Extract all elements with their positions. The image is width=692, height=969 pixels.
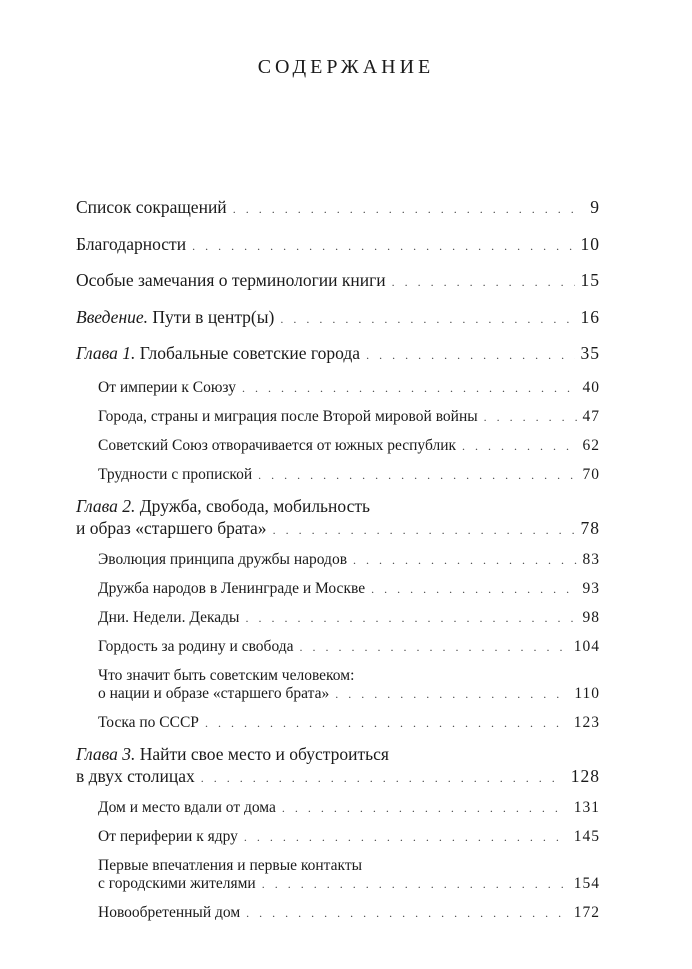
- dot-leader: [242, 379, 577, 397]
- toc-entry-title-line: [76, 743, 600, 765]
- toc-entry-prefix: Глава 2.: [76, 495, 136, 516]
- toc-entry-text: Трудности с пропиской: [98, 465, 253, 483]
- toc-page-number: 15: [580, 270, 600, 290]
- toc-entry-text: Советский Союз отворачивается от южных республик: [98, 436, 457, 454]
- toc-page-number: 131: [573, 798, 600, 816]
- toc-page-number: 9: [590, 197, 600, 217]
- toc-entry-text: Дом и место вдали от дома: [98, 798, 276, 816]
- toc-subentry[interactable]: [98, 580, 600, 598]
- toc-entry-text: Гордость за родину и свобода: [98, 637, 294, 655]
- dot-leader: [258, 466, 576, 484]
- toc-entry-title-line: [76, 495, 600, 517]
- toc-entry-title-part: Дружба, свобода, мобильность: [139, 495, 370, 516]
- page-title: СОДЕРЖАНИЕ: [257, 56, 435, 78]
- toc-entry-title: [98, 379, 236, 397]
- toc-page-number: 145: [573, 827, 600, 845]
- dot-leader: [245, 609, 576, 627]
- dot-leader: [233, 198, 585, 220]
- dot-leader: [300, 638, 568, 656]
- dot-leader: [392, 271, 575, 293]
- toc-subentry[interactable]: [98, 379, 600, 397]
- toc-entry-title: [98, 609, 239, 627]
- toc-entry-text: Глобальные советские города: [139, 343, 361, 363]
- dot-leader: [280, 308, 574, 330]
- toc-entry-text: Благодарности: [76, 233, 187, 254]
- toc-entry-text: От периферии к ядру: [98, 827, 238, 845]
- toc-entry-title: [76, 517, 267, 539]
- toc-entry[interactable]: [76, 269, 600, 293]
- toc-entry-title-part: Первые впечатления и первые контакты: [98, 856, 363, 874]
- dot-leader: [246, 904, 568, 922]
- toc-entry-text: От империи к Союзу: [98, 378, 236, 396]
- toc-entry-text: Дни. Недели. Декады: [98, 608, 240, 626]
- toc-entry-title: [98, 875, 256, 893]
- dot-leader: [366, 344, 574, 366]
- toc-entry-text: в двух столицах: [76, 765, 195, 786]
- toc-page-number: 123: [573, 713, 600, 731]
- dot-leader: [201, 767, 565, 789]
- toc-page-number: 47: [582, 407, 600, 425]
- toc-entry-title-part: Найти свое место и обустроиться: [139, 743, 389, 764]
- toc-entry-text: Список сокращений: [76, 197, 227, 217]
- toc-subentry[interactable]: [98, 904, 600, 922]
- toc-entry-title: [98, 437, 456, 455]
- dot-leader: [244, 828, 568, 846]
- toc-page-number: 16: [580, 306, 600, 327]
- toc-entry[interactable]: [76, 196, 600, 220]
- toc-entry-title: [76, 342, 360, 364]
- toc-subentry[interactable]: [98, 799, 600, 817]
- toc-entry-title: [98, 466, 252, 484]
- toc-page-number: 104: [573, 637, 600, 655]
- toc-entry-title-line: [98, 857, 600, 875]
- toc-entry-title: [76, 765, 195, 787]
- toc-entry-prefix: Глава 1.: [76, 343, 136, 363]
- toc-page-number: 154: [573, 874, 600, 892]
- dot-leader: [262, 875, 568, 893]
- toc-entry-title: [98, 904, 240, 922]
- toc-page-number: 98: [582, 608, 600, 626]
- dot-leader: [371, 580, 576, 598]
- toc-entry-text: Дружба народов в Ленинграде и Москве: [98, 579, 366, 597]
- dot-leader: [192, 235, 574, 257]
- toc-subentry[interactable]: [98, 609, 600, 627]
- toc-entry[interactable]: [76, 306, 600, 330]
- toc-entry-title: [98, 408, 478, 426]
- toc-page-number: 10: [580, 233, 600, 254]
- toc-subentry[interactable]: [98, 408, 600, 426]
- toc-entry-text: Тоска по СССР: [98, 713, 199, 731]
- toc-subentry[interactable]: [98, 437, 600, 455]
- toc-page-number: 110: [574, 684, 600, 702]
- toc-entry-title: [98, 638, 294, 656]
- toc-entry[interactable]: [76, 342, 600, 366]
- toc-page-number: 35: [580, 343, 600, 363]
- toc-entry-prefix: Введение.: [76, 306, 149, 327]
- toc-page-number: 83: [582, 550, 600, 568]
- toc-page-number: 128: [570, 765, 600, 786]
- dot-leader: [353, 551, 576, 569]
- toc-page-number: 93: [582, 579, 600, 597]
- toc-page-number: 70: [582, 465, 600, 483]
- dot-leader: [205, 714, 568, 732]
- toc-entry[interactable]: [76, 495, 600, 541]
- toc-entry-title: [98, 714, 199, 732]
- toc-entry[interactable]: [76, 233, 600, 257]
- toc-entry-title: [98, 799, 276, 817]
- toc-entry-text: Особые замечания о терминологии книги: [76, 270, 386, 290]
- toc-subentry[interactable]: [98, 466, 600, 484]
- toc-entry[interactable]: [76, 743, 600, 789]
- toc-entry-text: с городскими жителями: [98, 874, 256, 892]
- toc-entry-text: Эволюция принципа дружбы народов: [98, 550, 348, 568]
- toc-entry-text: и образ «старшего брата»: [76, 517, 267, 538]
- toc-entry-title-part: Что значит быть советским человеком:: [98, 666, 355, 684]
- dot-leader: [462, 437, 576, 455]
- toc-subentry[interactable]: [98, 638, 600, 656]
- toc-page-number: 40: [582, 378, 600, 396]
- toc-entry-title: [98, 551, 347, 569]
- dot-leader: [484, 408, 577, 426]
- toc-entry-text: о нации и образе «старшего брата»: [98, 684, 330, 702]
- toc-entry-title: [98, 580, 365, 598]
- dot-leader: [335, 685, 568, 703]
- toc-entry-title: [76, 233, 186, 255]
- toc-entry-title: [76, 306, 274, 328]
- dot-leader: [273, 519, 575, 541]
- toc-entry-text: Города, страны и миграция после Второй мировой войны: [98, 407, 478, 425]
- toc-entry-text: Новообретенный дом: [98, 903, 241, 921]
- toc-subentry[interactable]: [98, 551, 600, 569]
- toc-subentry[interactable]: [98, 714, 600, 732]
- toc-entry-title: [76, 269, 386, 291]
- toc-entry-title: [76, 196, 227, 218]
- toc-entry-prefix: Глава 3.: [76, 743, 136, 764]
- table-of-contents: [76, 196, 600, 933]
- toc-entry-title: [98, 685, 329, 703]
- toc-page-number: 78: [580, 517, 600, 538]
- toc-entry-text: Пути в центр(ы): [152, 306, 275, 327]
- toc-entry-title-line: [98, 667, 600, 685]
- toc-entry-title: [98, 828, 238, 846]
- toc-subentry[interactable]: [98, 667, 600, 703]
- toc-page-number: 172: [573, 903, 600, 921]
- toc-subentry[interactable]: [98, 828, 600, 846]
- dot-leader: [282, 799, 568, 817]
- toc-subentry[interactable]: [98, 857, 600, 893]
- toc-page-number: 62: [582, 436, 600, 454]
